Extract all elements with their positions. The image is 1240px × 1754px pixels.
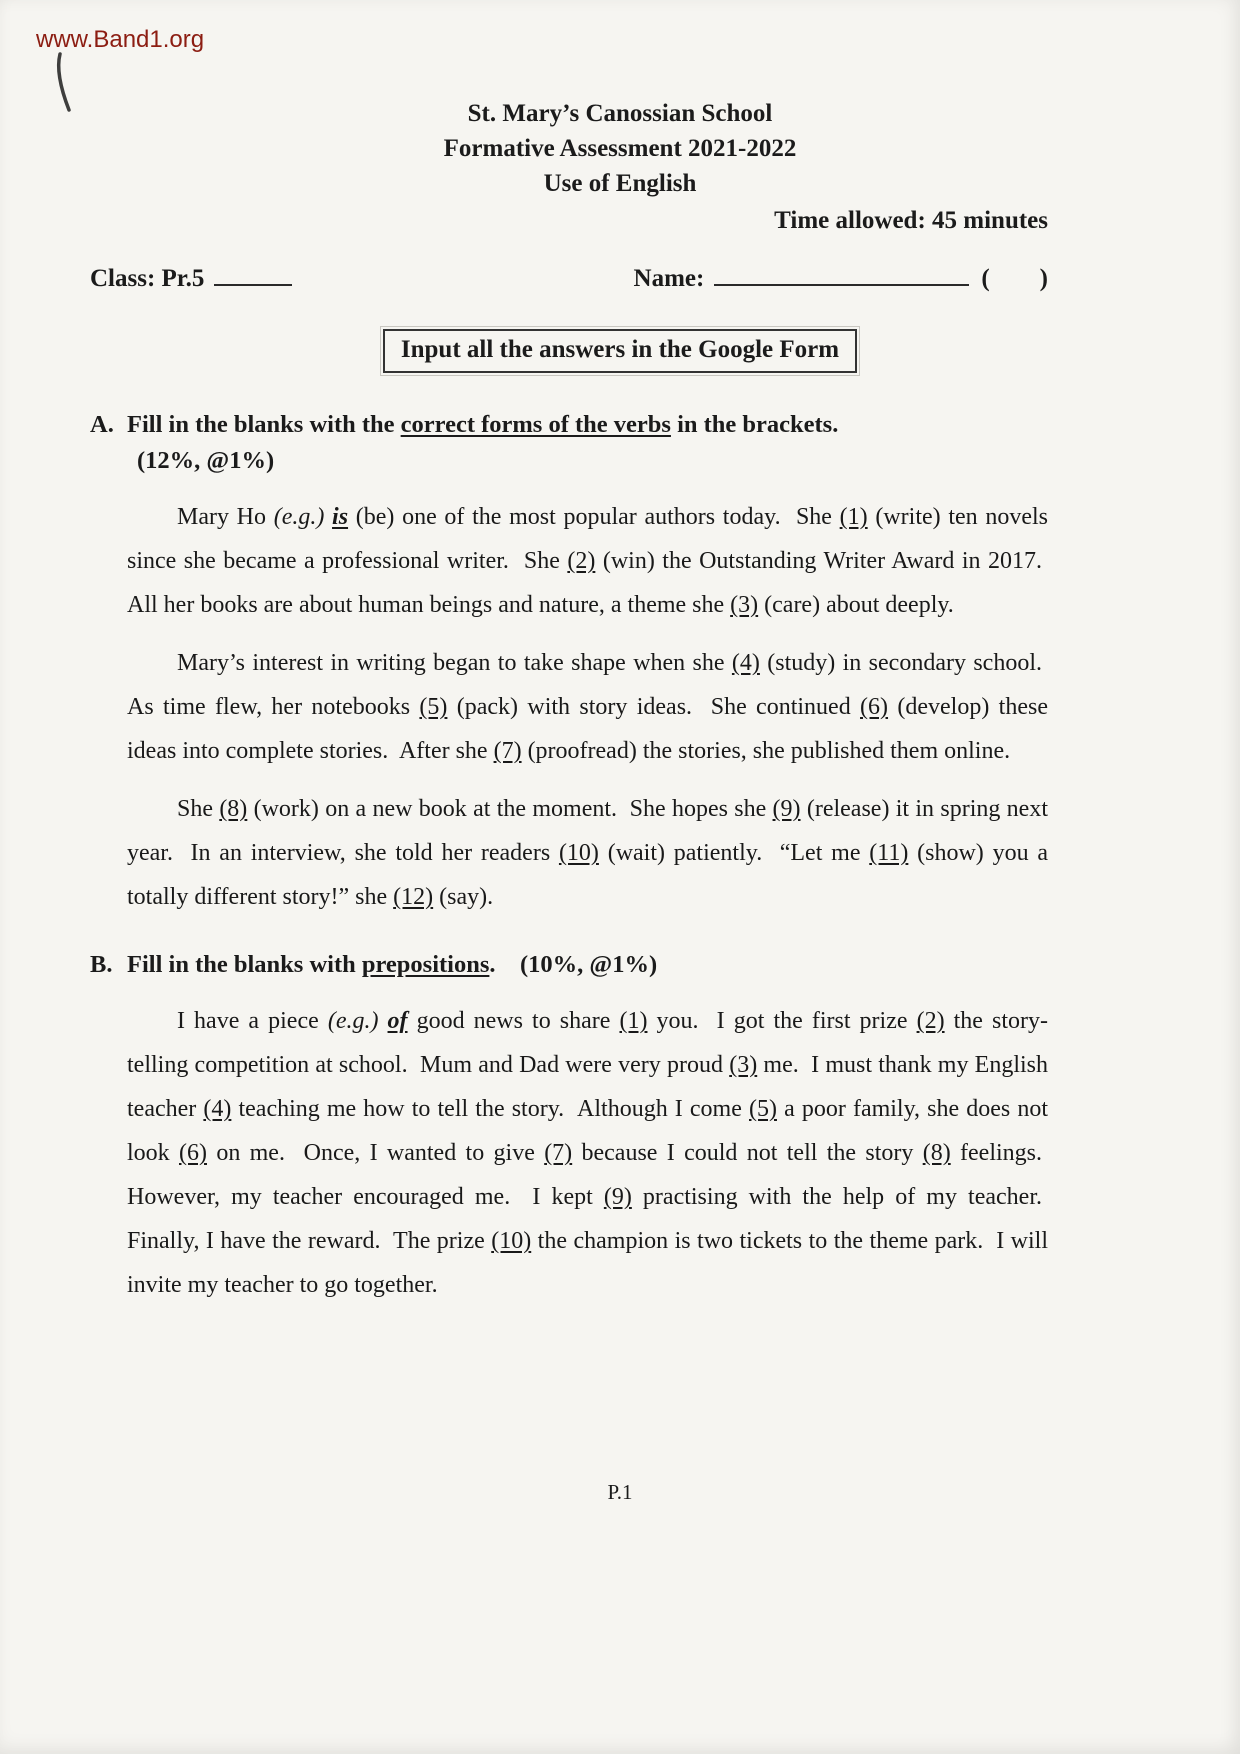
info-row: [90, 265, 1048, 293]
blank-number: (11): [869, 840, 909, 866]
class-label: Class: Pr.5: [90, 265, 205, 292]
text-segment: (be) one of the most popular authors today. She: [348, 504, 840, 530]
blank-number: (4): [203, 1096, 232, 1122]
text-segment: feelings. However, my teacher encouraged me. I kept: [127, 1140, 1048, 1210]
blank-number: (2): [916, 1008, 945, 1034]
subject-title: Use of English: [543, 170, 697, 197]
section-b-paragraph: [127, 999, 1048, 1307]
blank-number: (9): [772, 796, 801, 822]
blank-number: (7): [493, 738, 522, 764]
section-b-heading: [90, 947, 1048, 983]
text-segment: (pack) with story ideas. She continued: [447, 694, 861, 720]
text-segment: I have a piece: [177, 1008, 328, 1034]
section-a-heading-text: [127, 407, 1048, 443]
class-field: [90, 265, 292, 293]
blank-number: (12): [393, 884, 434, 910]
text-segment: a poor family, she does not look: [127, 1096, 1049, 1166]
text-segment: (e.g.): [327, 1008, 388, 1034]
text-segment: (say).: [433, 884, 494, 910]
section-a-marks: (12%, @1%): [137, 447, 275, 474]
text-segment: (win) the Outstanding Writer Award in 2017. All her books are about human beings and nature, a theme she: [127, 548, 1049, 618]
text-segment: (care) about deeply.: [758, 592, 954, 618]
blank-number: prepositions: [361, 951, 490, 978]
text-segment: Mary’s interest in writing began to take shape when she: [177, 650, 732, 676]
blank-number: (6): [860, 694, 889, 720]
blank-number: (6): [179, 1140, 207, 1166]
section-b: [90, 947, 1048, 1307]
blank-number: (10): [558, 840, 599, 866]
text-segment: . (10%, @1%): [489, 951, 658, 978]
text-segment: Mary Ho: [177, 504, 274, 530]
section-a-paragraph-3: [127, 787, 1048, 919]
name-field: [634, 265, 1048, 293]
text-segment: (wait) patiently. “Let me: [598, 840, 870, 866]
name-blank: [714, 278, 969, 286]
text-segment: practising with the help of my teacher. Finally, I have the reward. The prize: [127, 1184, 1048, 1254]
time-allowed: Time allowed: 45 minutes: [774, 207, 1048, 234]
blank-number: (3): [729, 1052, 758, 1078]
text-segment: is: [332, 504, 349, 530]
blank-number: (8): [219, 796, 248, 822]
blank-number: (4): [731, 650, 760, 676]
text-segment: (develop) these ideas into complete stories. After she: [127, 694, 1048, 764]
text-segment: the champion is two tickets to the theme park. I will invite my teacher to go together.: [127, 1228, 1048, 1298]
text-segment: She: [177, 796, 220, 822]
section-a-label: A.: [90, 411, 114, 438]
blank-number: correct forms of the verbs: [400, 411, 671, 438]
text-segment: on me. Once, I wanted to give: [206, 1140, 545, 1166]
blank-number: (7): [544, 1140, 573, 1166]
text-segment: (write) ten novels since she became a professional writer. She: [127, 504, 1048, 574]
text-segment: (e.g.): [273, 504, 333, 530]
school-title: St. Mary’s Canossian School: [467, 100, 773, 127]
text-segment: me. I must thank my English teacher: [127, 1052, 1049, 1122]
section-a-paragraph-2: [127, 641, 1048, 773]
watermark: www.Band1.org: [36, 26, 205, 53]
blank-number: (1): [619, 1008, 648, 1034]
instruction-box: Input all the answers in the Google Form: [383, 329, 857, 373]
blank-number: (8): [922, 1140, 951, 1166]
text-segment: (work) on a new book at the moment. She hopes she: [247, 796, 773, 822]
section-a: [90, 407, 1048, 919]
text-segment: of: [387, 1008, 408, 1034]
text-segment: (release) it in spring next year. In an interview, she told her readers: [127, 796, 1048, 866]
pen-stroke-mark: [44, 50, 88, 116]
instruction-wrap: [0, 329, 1240, 373]
page-number: P.1: [607, 1480, 633, 1504]
section-b-label: B.: [90, 951, 113, 978]
name-label: Name:: [633, 265, 705, 292]
text-segment: (proofread) the stories, she published them online.: [521, 738, 1011, 764]
blank-number: (2): [567, 548, 596, 574]
section-a-heading: [90, 407, 1048, 443]
text-segment: Fill in the blanks with the: [127, 411, 401, 438]
blank-number: (5): [749, 1096, 777, 1122]
blank-number: (5): [419, 694, 448, 720]
text-segment: (show) you a totally different story!” she: [127, 840, 1048, 910]
class-blank: [214, 278, 292, 286]
text-segment: teaching me how to tell the story. Although I come: [231, 1096, 749, 1122]
text-segment: because I could not tell the story: [572, 1140, 923, 1166]
text-segment: (study) in secondary school. As time flew, her notebooks: [127, 650, 1049, 720]
text-segment: the story-telling competition at school. Mum and Dad were very proud: [127, 1008, 1048, 1078]
class-number-brackets: ( ): [981, 265, 1048, 292]
section-a-paragraph-1: [127, 495, 1048, 627]
blank-number: (10): [491, 1228, 532, 1254]
text-segment: you. I got the first prize: [647, 1008, 917, 1034]
section-b-heading-text: [127, 947, 1048, 983]
blank-number: (9): [603, 1184, 632, 1210]
text-segment: good news to share: [407, 1008, 620, 1034]
assessment-title: Formative Assessment 2021-2022: [443, 135, 797, 162]
text-segment: Fill in the blanks with: [127, 951, 362, 978]
blank-number: (1): [839, 504, 868, 530]
text-segment: in the brackets.: [670, 411, 839, 438]
blank-number: (3): [730, 592, 759, 618]
